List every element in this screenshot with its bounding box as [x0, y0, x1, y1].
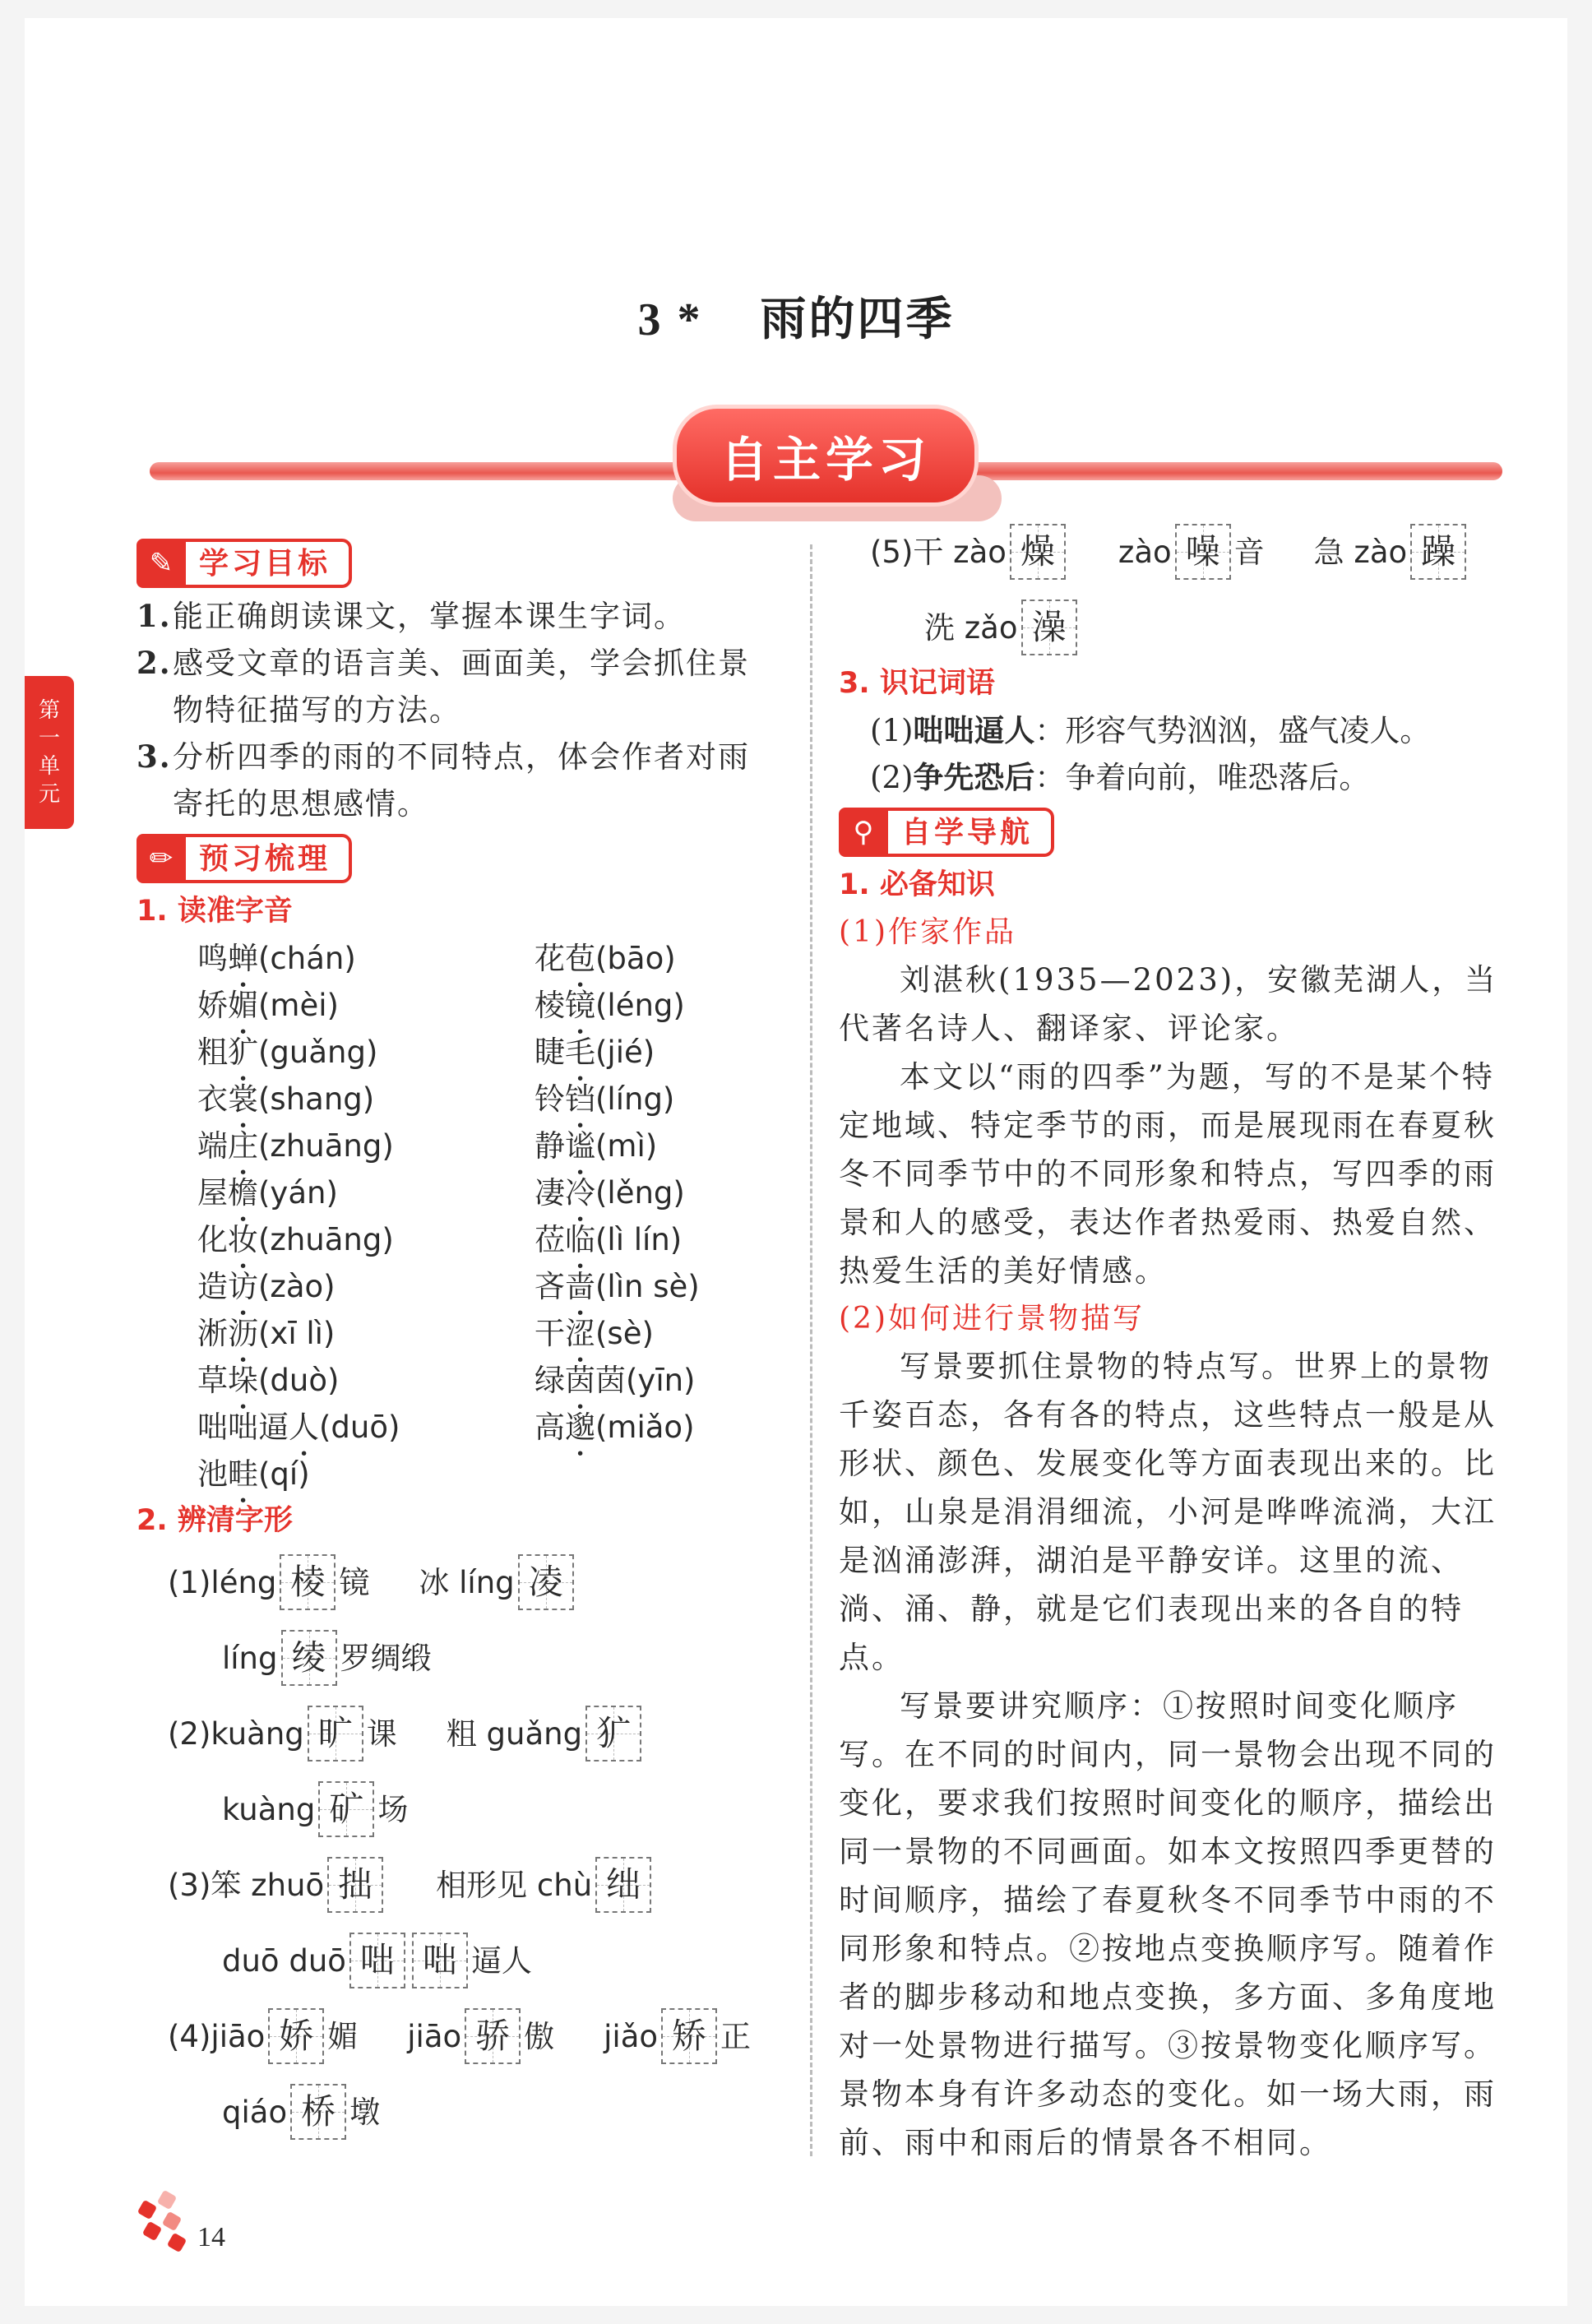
glyph-text: (3)笨 zhuō — [168, 1867, 325, 1903]
goal-text: 物特征描写的方法。 — [173, 692, 461, 728]
left-column — [137, 532, 794, 2150]
glyph-line — [168, 1923, 794, 1998]
lesson-title — [25, 283, 1567, 349]
word-part: 吝 — [535, 1269, 565, 1304]
word-entry — [870, 707, 1521, 754]
pinyin-text: (lěng) — [595, 1175, 685, 1211]
paragraph: 本文以“雨的四季”为题，写的不是某个特定地域、特定季节的雨，而是展现雨在春夏秋冬不同季节中的不同形象和特点，写四季的雨景和人的感受，表达作者热爱雨、热爱自然、热爱生活的美好情感。 — [839, 1059, 1497, 1289]
badge-label: 预习梳理 — [186, 834, 352, 883]
paragraph: 刘湛秋(1935—2023)，安徽芜湖人，当代著名诗人、翻译家、评论家。 — [839, 962, 1498, 1046]
pinyin-entry — [197, 1123, 535, 1169]
boxed-character: 棱 — [290, 1562, 326, 1602]
dotted-character: 垛 — [228, 1363, 258, 1398]
pinyin-text: 茵(yīn) — [595, 1363, 696, 1398]
pinyin-text: (lìn sè) — [595, 1269, 700, 1304]
pinyin-entry — [197, 1404, 535, 1451]
glyph-text: 场 — [377, 1791, 409, 1827]
word-term: 争先恐后 — [913, 759, 1035, 795]
glyph-text: 急 zào — [1313, 534, 1408, 570]
pinyin-text: (duō) — [319, 1410, 400, 1445]
dotted-character: 人 — [289, 1410, 319, 1445]
pinyin-entry — [535, 1263, 863, 1310]
glyph-line — [168, 1847, 794, 1923]
glyph-text: 粗 guǎng — [446, 1715, 583, 1752]
glyph-text: zào — [1118, 534, 1172, 570]
word-part: 咄咄逼 — [197, 1410, 289, 1445]
word-part: 粗 — [197, 1035, 228, 1070]
character-box — [661, 2008, 717, 2064]
pinyin-entry — [197, 1169, 535, 1216]
glyph-line — [168, 1544, 794, 1620]
pinyin-entry — [535, 1216, 863, 1263]
pinyin-entry — [197, 1357, 535, 1404]
boxed-character: 犷 — [596, 1713, 632, 1753]
boxed-character: 澡 — [1031, 607, 1067, 647]
character-box — [1410, 524, 1466, 580]
glyph-text: (5)干 zào — [870, 534, 1007, 570]
character-box — [268, 2008, 324, 2064]
word-part: 娇 — [197, 988, 228, 1023]
dotted-character: 邈 — [565, 1410, 595, 1445]
pinyin-entry — [197, 935, 535, 982]
pinyin-text: (chán) — [258, 941, 356, 976]
goal-number: 1. — [137, 598, 172, 634]
unit-tab-char: 元 — [38, 782, 60, 807]
section-banner: 自主学习 — [673, 405, 979, 507]
right-column — [839, 532, 1521, 2167]
word-part: 睫 — [535, 1035, 565, 1070]
dotted-character: 媚 — [228, 988, 258, 1023]
pinyin-entry — [197, 982, 535, 1029]
dotted-character: 访 — [228, 1269, 258, 1304]
word-part: 衣 — [197, 1081, 228, 1117]
dotted-character: 冷 — [565, 1175, 595, 1211]
section-heading-knowledge: 1. 必备知识 — [839, 868, 995, 901]
boxed-character: 矫 — [672, 2016, 707, 2056]
glyph-text: duō duō — [222, 1942, 346, 1979]
boxed-character: 骄 — [475, 2016, 511, 2056]
pinyin-text: (zào) — [258, 1269, 336, 1304]
lesson-number: 3 * — [637, 294, 703, 345]
word-definition: ：争着向前，唯恐落后。 — [1034, 760, 1370, 795]
pinyin-text: (mèi) — [258, 988, 339, 1023]
word-part: 池 — [197, 1456, 228, 1492]
pencil-icon: ✏ — [137, 834, 186, 883]
character-box — [318, 1781, 374, 1837]
goal-line — [137, 780, 794, 827]
glyph-line — [168, 1771, 794, 1847]
goal-line — [137, 734, 794, 780]
word-part: 绿 — [535, 1363, 565, 1398]
pinyin-entry — [197, 1029, 535, 1076]
boxed-character: 娇 — [279, 2016, 314, 2056]
dotted-character: 镜 — [565, 988, 595, 1023]
preview-badge — [137, 834, 794, 883]
word-part: 鸣 — [197, 941, 228, 976]
pinyin-text: (guǎng) — [258, 1035, 378, 1070]
character-box — [518, 1554, 574, 1610]
character-box — [595, 1857, 651, 1913]
pinyin-text: (lì lín) — [595, 1222, 683, 1257]
word-number: (2) — [870, 760, 914, 795]
goal-line — [137, 687, 794, 734]
word-part: 高 — [535, 1410, 565, 1445]
word-part: 干 — [535, 1316, 565, 1351]
glyph-text: 正 — [720, 2018, 752, 2054]
glyph-text: 冰 líng — [419, 1564, 515, 1600]
pinyin-text: (sè) — [595, 1316, 654, 1351]
decorative-hexagon — [162, 2211, 183, 2232]
pinyin-text: (zhuāng) — [258, 1128, 394, 1164]
glyph-text: 逼人 — [470, 1942, 532, 1979]
goal-number: 3. — [137, 738, 172, 775]
character-box — [280, 1554, 336, 1610]
glyph-text: jiǎo — [604, 2018, 659, 2054]
goal-text: 感受文章的语言美、画面美，学会抓住景 — [173, 646, 750, 681]
word-part: 淅 — [197, 1316, 228, 1351]
word-part: 花 — [535, 941, 565, 976]
subheading-scenery: (2)如何进行景物描写 — [839, 1302, 1145, 1336]
word-part: 端 — [197, 1128, 228, 1164]
pinyin-entry — [197, 1310, 535, 1357]
character-box — [1010, 524, 1066, 580]
goal-text: 能正确朗读课文，掌握本课生字词。 — [173, 599, 686, 634]
boxed-character: 咄 — [422, 1940, 457, 1980]
pinyin-entry — [535, 1357, 863, 1404]
glyph-line — [168, 2074, 794, 2150]
badge-label: 学习目标 — [186, 539, 352, 588]
character-box — [1175, 524, 1231, 580]
pinyin-entry — [535, 1310, 863, 1357]
glyph-text: 媚 — [327, 2018, 359, 2054]
word-entry — [870, 754, 1521, 801]
decorative-hexagon — [157, 2190, 178, 2211]
pinyin-entry — [535, 1123, 863, 1169]
badge-label: 自学导航 — [888, 808, 1054, 857]
dotted-character: 谧 — [565, 1128, 595, 1164]
decorative-hexagon — [167, 2233, 187, 2253]
decorative-hexagon — [142, 2221, 163, 2242]
glyph-text: 相形见 chù — [436, 1867, 593, 1903]
boxed-character: 旷 — [317, 1713, 353, 1753]
telescope-icon: ⚲ — [839, 808, 888, 857]
glyph-text: 课 — [366, 1715, 397, 1752]
dotted-character: 临 — [565, 1222, 595, 1257]
pinyin-text: (xī lì) — [258, 1316, 336, 1351]
word-list — [839, 707, 1521, 801]
boxed-character: 桥 — [301, 2091, 336, 2132]
unit-side-tab — [25, 676, 74, 829]
dotted-character: 沥 — [228, 1316, 258, 1351]
boxed-character: 绫 — [291, 1637, 326, 1678]
word-term: 咄咄逼人 — [913, 712, 1035, 748]
dotted-character: 涩 — [565, 1316, 595, 1351]
boxed-character: 拙 — [338, 1864, 373, 1905]
pinyin-entry — [197, 1076, 535, 1123]
word-definition: ：形容气势汹汹，盛气凌人。 — [1034, 713, 1431, 748]
dotted-character: 犷 — [228, 1035, 258, 1070]
section-heading-words: 3. 识记词语 — [839, 667, 995, 700]
section-heading-glyphs: 2. 辨清字形 — [137, 1504, 293, 1537]
dotted-character: 畦 — [228, 1456, 258, 1492]
dotted-character: 苞 — [565, 941, 595, 976]
pinyin-entry — [197, 1216, 535, 1263]
learning-goals-badge — [137, 539, 794, 588]
dotted-character: 啬 — [565, 1269, 595, 1304]
goal-line — [137, 640, 794, 687]
paragraph: 写景要讲究顺序：①按照时间变化顺序写。在不同的时间内，同一景物会出现不同的变化，要求我们按照时间变化的顺序，描绘出同一景物的不同画面。如本文按照四季更替的时间顺序，描绘了春夏秋冬不同季节中雨的不同形象和特点。②按地点变换顺序写。随着作者的脚步移动和地点变换，多方面、多角度地对一处景物进行描写。③按景物变化顺序写。景物本身有许多动态的变化。如一场大雨，雨前、雨中和雨后的情景各不相同。 — [839, 1688, 1497, 2160]
glyph-exercise-5 — [839, 514, 1521, 665]
dotted-character: 妆 — [228, 1222, 258, 1257]
character-box — [327, 1857, 383, 1913]
pinyin-entry — [535, 1169, 863, 1216]
goals-list — [137, 593, 794, 827]
pinyin-entry — [535, 1451, 863, 1498]
word-part: 造 — [197, 1269, 228, 1304]
glyph-line — [870, 514, 1521, 590]
pinyin-entry — [197, 1263, 535, 1310]
pinyin-text: (qí) — [258, 1456, 310, 1492]
pinyin-entry — [535, 1076, 863, 1123]
character-box — [465, 2008, 521, 2064]
glyph-text: (4)jiāo — [168, 2018, 266, 2054]
pinyin-entry — [535, 935, 863, 982]
glyph-text: (2)kuàng — [168, 1715, 304, 1752]
dotted-character: 庄 — [228, 1128, 258, 1164]
glyph-text: 音 — [1233, 534, 1265, 570]
glyph-text: 傲 — [524, 2018, 555, 2054]
character-box — [308, 1706, 363, 1762]
pinyin-text: (zhuāng) — [258, 1222, 394, 1257]
pinyin-text: (jié) — [595, 1035, 655, 1070]
subheading-author: (1)作家作品 — [839, 915, 1016, 949]
character-box — [281, 1630, 337, 1686]
word-part: 静 — [535, 1128, 565, 1164]
pinyin-entry — [535, 1404, 863, 1451]
glyph-text: jiāo — [407, 2018, 462, 2054]
character-box — [412, 1933, 468, 1988]
character-box — [585, 1706, 641, 1762]
goal-text: 分析四季的雨的不同特点，体会作者对雨 — [173, 739, 750, 775]
boxed-character: 矿 — [329, 1789, 364, 1829]
word-part: 凄 — [535, 1175, 565, 1211]
pinyin-entry — [535, 982, 863, 1029]
glyph-text: 洗 zǎo — [924, 609, 1018, 646]
decorative-hexagon — [137, 2200, 158, 2220]
glyph-line — [168, 1998, 794, 2074]
character-box — [290, 2084, 346, 2140]
dotted-character: 毛 — [565, 1035, 595, 1070]
unit-tab-char: 第 — [38, 698, 60, 723]
glyph-text: kuàng — [222, 1791, 316, 1827]
page-number: 14 — [197, 2222, 225, 2252]
dotted-character: 檐 — [228, 1175, 258, 1211]
glyph-line — [168, 1696, 794, 1771]
goal-text: 寄托的思想感情。 — [173, 786, 429, 822]
dotted-character: 茵 — [565, 1363, 595, 1398]
pinyin-text: (miǎo) — [595, 1410, 695, 1445]
pinyin-entry — [197, 1451, 535, 1498]
glyph-line — [168, 1620, 794, 1696]
pinyin-text: (líng) — [595, 1081, 675, 1117]
boxed-character: 绌 — [606, 1864, 641, 1905]
boxed-character: 燥 — [1020, 531, 1055, 572]
paragraph: 写景要抓住景物的特点写。世界上的景物千姿百态，各有各的特点，这些特点一般是从形状、颜色、发展变化等方面表现出来的。比如，山泉是涓涓细流，小河是哗哗流淌，大江是汹涌澎湃，湖泊是平静安详。这里的流、淌、涌、静，就是它们表现出来的各自的特点。 — [839, 1349, 1497, 1675]
section-heading-pronunciation: 1. 读准字音 — [137, 895, 293, 928]
pinyin-text: (bāo) — [595, 941, 676, 976]
boxed-character: 凌 — [528, 1562, 563, 1602]
goal-number: 2. — [137, 645, 172, 681]
word-part: 铃 — [535, 1081, 565, 1117]
student-reading-icon: ✎ — [137, 539, 186, 588]
glyph-text: 镜 — [339, 1564, 370, 1600]
boxed-character: 咄 — [359, 1940, 395, 1980]
word-part: 化 — [197, 1222, 228, 1257]
dotted-character: 裳 — [228, 1081, 258, 1117]
glyph-exercise — [137, 1544, 794, 2150]
word-part: 棱 — [535, 988, 565, 1023]
unit-tab-char: 单 — [38, 754, 60, 779]
character-box — [349, 1933, 405, 1988]
word-part: 莅 — [535, 1222, 565, 1257]
glyph-text: 罗绸缎 — [340, 1640, 432, 1676]
pinyin-entry — [535, 1029, 863, 1076]
pinyin-text: (duò) — [258, 1363, 340, 1398]
word-number: (1) — [870, 713, 914, 748]
lesson-name: 雨的四季 — [760, 292, 955, 346]
textbook-page — [25, 18, 1567, 2306]
pinyin-text: (mì) — [595, 1128, 658, 1164]
pinyin-text: (léng) — [595, 988, 685, 1023]
goal-number — [137, 687, 173, 734]
pinyin-list — [137, 935, 794, 1498]
character-box — [1021, 600, 1077, 655]
glyph-text: qiáo — [222, 2094, 288, 2130]
goal-number — [137, 780, 173, 827]
boxed-character: 躁 — [1421, 531, 1456, 572]
word-part: 屋 — [197, 1175, 228, 1211]
pinyin-text: (shang) — [258, 1081, 375, 1117]
pinyin-text: (yán) — [258, 1175, 338, 1211]
word-part: 草 — [197, 1363, 228, 1398]
dotted-character: 蝉 — [228, 941, 258, 976]
glyph-text: (1)léng — [168, 1564, 277, 1600]
goal-line — [137, 593, 794, 640]
boxed-character: 噪 — [1185, 531, 1220, 572]
dotted-character: 铛 — [565, 1081, 595, 1117]
glyph-text: 墩 — [349, 2094, 381, 2130]
self-study-badge — [839, 808, 1521, 857]
glyph-text: líng — [222, 1640, 278, 1676]
unit-tab-char: 一 — [38, 726, 60, 751]
glyph-line — [870, 590, 1521, 665]
